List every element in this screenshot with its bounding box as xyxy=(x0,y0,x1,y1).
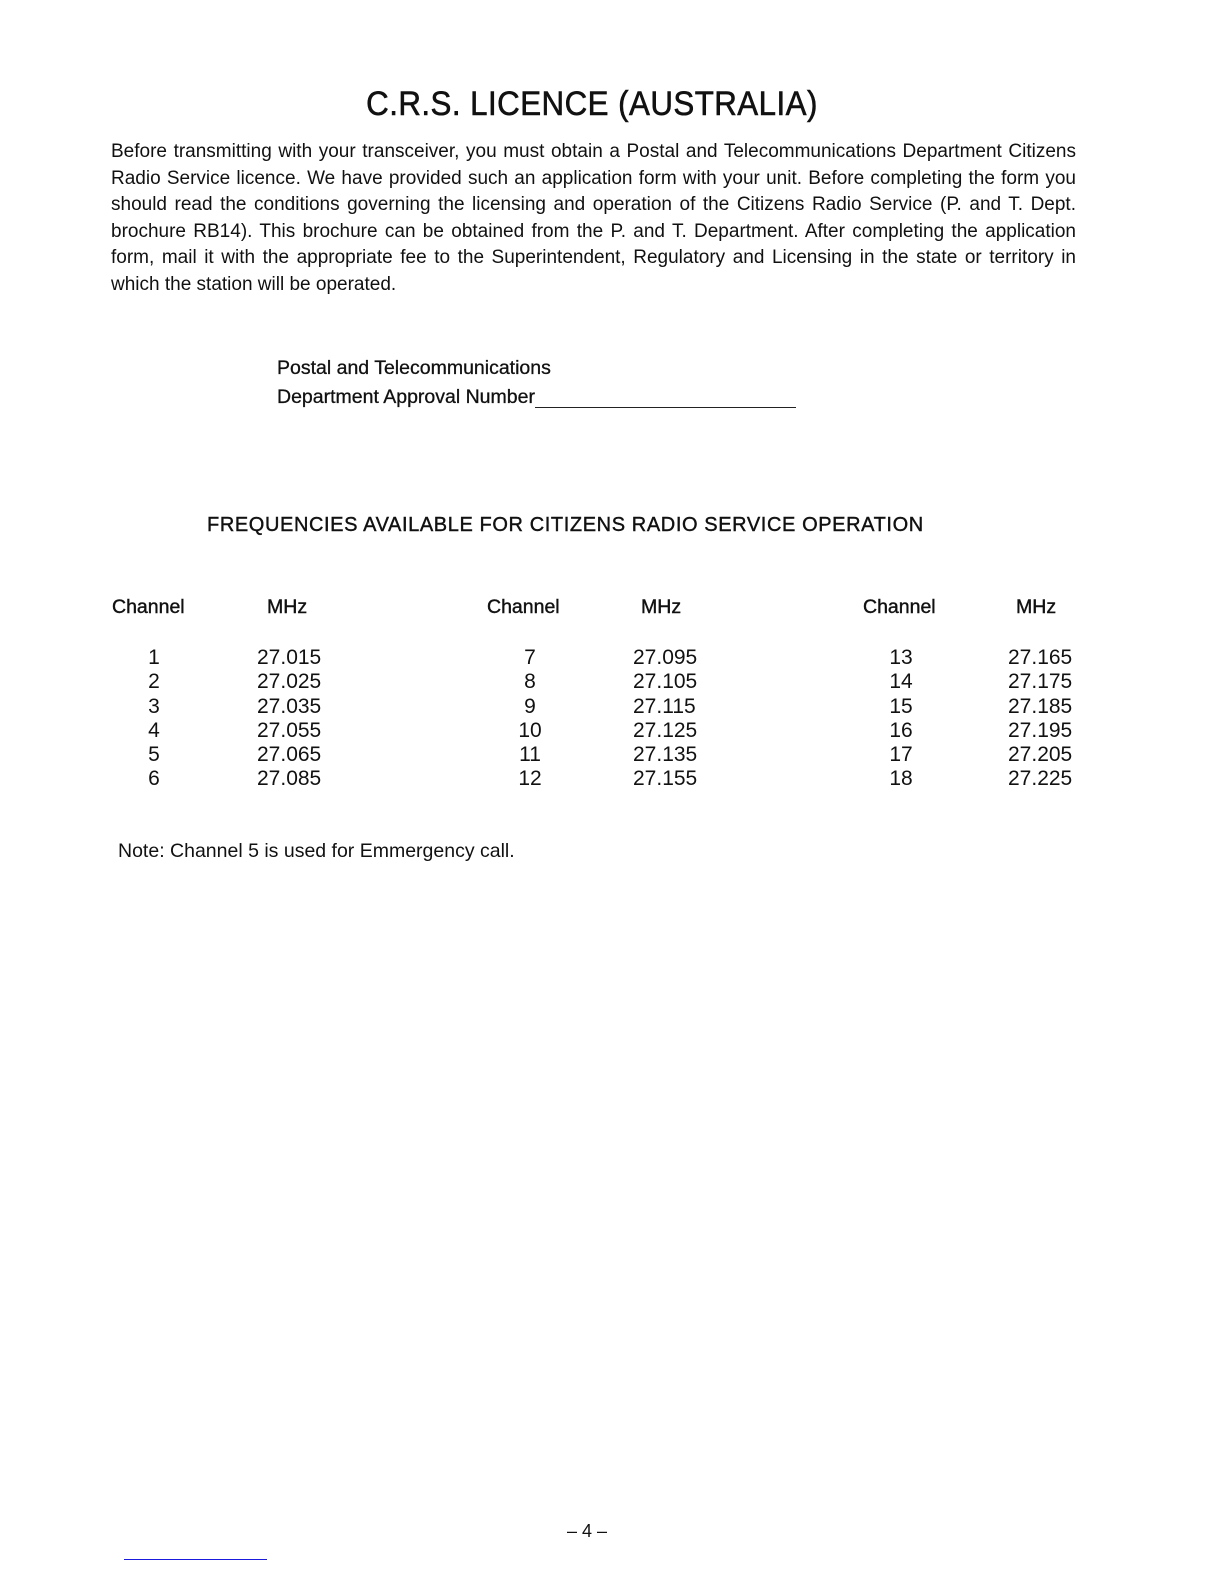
mhz-cell: 27.225 xyxy=(1008,767,1073,791)
mhz-cell: 27.105 xyxy=(633,670,698,694)
channel-column-3 xyxy=(871,646,931,792)
mhz-cell: 27.155 xyxy=(633,767,698,791)
channel-column-1 xyxy=(124,646,184,792)
mhz-column-2 xyxy=(633,646,697,792)
channel-cell: 6 xyxy=(148,767,160,791)
mhz-cell: 27.055 xyxy=(257,718,322,742)
mhz-cell: 27.095 xyxy=(633,646,698,669)
page-number: – 4 – xyxy=(567,1521,608,1541)
channel-cell: 4 xyxy=(148,718,160,742)
channel-cell: 2 xyxy=(148,670,160,694)
channel-cell: 12 xyxy=(518,767,542,791)
channel-column-2 xyxy=(500,646,560,792)
channel-cell: 16 xyxy=(889,718,913,742)
frequencies-heading: FREQUENCIES AVAILABLE FOR CITIZENS RADIO SERVICE OPERATION xyxy=(207,514,924,536)
approval-label-line1: Postal and Telecommunications xyxy=(277,357,551,379)
column-header-channel-3: Channel xyxy=(863,596,936,618)
mhz-cell: 27.025 xyxy=(257,670,322,694)
channel-cell: 9 xyxy=(524,694,536,718)
footer-rule-divider xyxy=(124,1559,267,1560)
column-header-channel-1: Channel xyxy=(112,596,185,618)
approval-number-field[interactable] xyxy=(535,387,796,408)
column-header-channel-2: Channel xyxy=(487,596,560,618)
mhz-cell: 27.185 xyxy=(1008,694,1073,718)
channel-cell: 15 xyxy=(889,694,913,718)
channel-cell: 3 xyxy=(148,694,160,718)
mhz-cell: 27.035 xyxy=(257,694,322,718)
intro-paragraph: Before transmitting with your transceiver, you must obtain a Postal and Telecommunications Department Citizens Radio Service licence. We have provided such an application form with your unit. Before completing the form you should read the conditions governing the licensing and operation of the Citizens Radio Service (P. and T. Dept. brochure RB14). This brochure can be obtained from the P. and T. Department. After completing the application form, mail it with the appropriate fee to the Superintendent, Regulatory and Licensing in the state or territory in which the station will be operated. xyxy=(111,141,1076,295)
column-header-mhz-3: MHz xyxy=(1016,596,1057,618)
mhz-cell: 27.125 xyxy=(633,718,698,742)
channel-cell: 7 xyxy=(524,646,536,669)
mhz-cell: 27.205 xyxy=(1008,743,1073,767)
mhz-cell: 27.135 xyxy=(633,743,698,767)
mhz-cell: 27.195 xyxy=(1008,718,1073,742)
mhz-cell: 27.175 xyxy=(1008,670,1073,694)
channel-cell: 13 xyxy=(889,646,913,669)
mhz-cell: 27.165 xyxy=(1008,646,1073,669)
approval-label-line2-row xyxy=(277,383,796,412)
channel-cell: 8 xyxy=(524,670,536,694)
column-header-mhz-2: MHz xyxy=(641,596,682,618)
approval-label-line2: Department Approval Number xyxy=(277,386,535,408)
channel-cell: 11 xyxy=(519,743,541,767)
mhz-cell: 27.065 xyxy=(257,743,322,767)
channel-cell: 18 xyxy=(889,767,913,791)
channel-cell: 17 xyxy=(889,743,913,767)
column-header-mhz-1: MHz xyxy=(267,596,308,618)
mhz-column-3 xyxy=(1008,646,1072,792)
channel-cell: 1 xyxy=(148,646,160,669)
emergency-note: Note: Channel 5 is used for Emmergency call. xyxy=(118,840,515,862)
mhz-column-1 xyxy=(257,646,321,792)
approval-number-block xyxy=(277,354,796,412)
mhz-cell: 27.085 xyxy=(257,767,322,791)
page-title: C.R.S. LICENCE (AUSTRALIA) xyxy=(366,84,818,123)
mhz-cell: 27.015 xyxy=(257,646,322,669)
channel-cell: 14 xyxy=(889,670,913,694)
mhz-cell: 27.115 xyxy=(633,694,696,718)
channel-cell: 10 xyxy=(518,718,542,742)
channel-cell: 5 xyxy=(148,743,160,767)
